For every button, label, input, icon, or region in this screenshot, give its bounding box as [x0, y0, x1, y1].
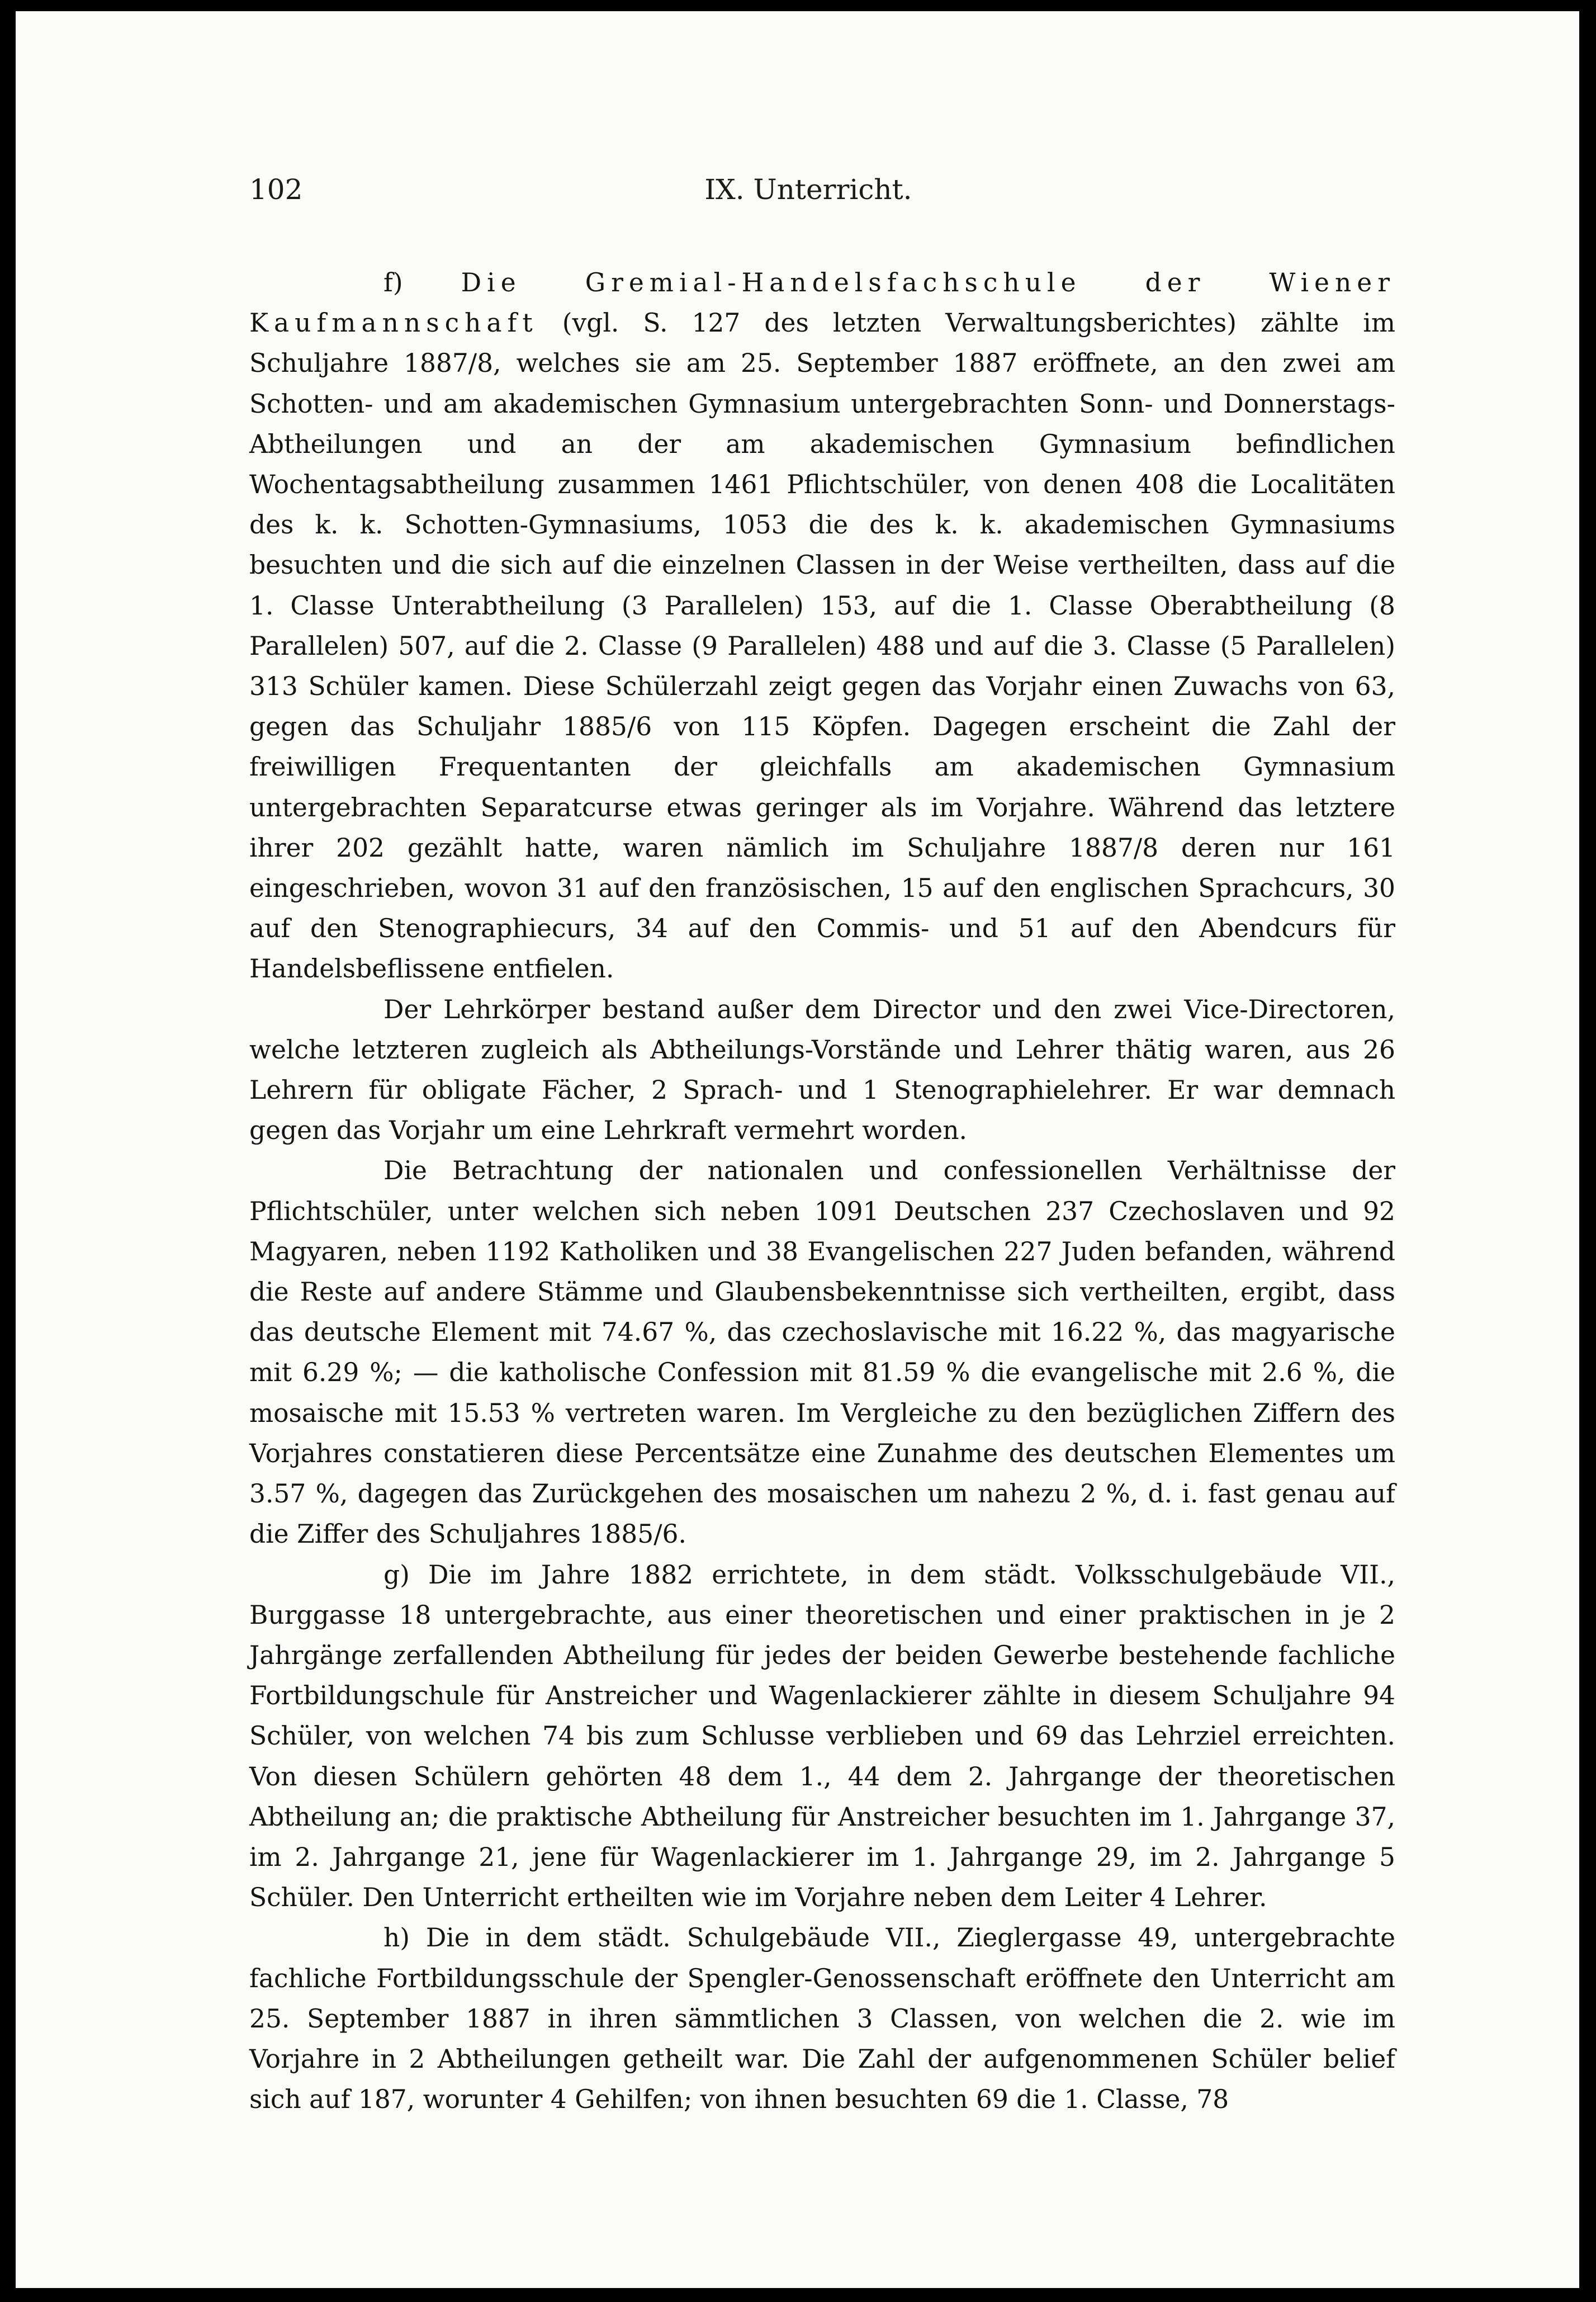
page-number: 102 [249, 173, 303, 206]
paragraph-text: Die in dem städt. Schulgebäude VII., Zieglergasse 49, untergebrachte fachliche Fortbildungsschule der Spengler-Genossenschaft eröffnete den Unterricht am 25. September 1887 in ihren sämmtlichen 3 Classen, von welchen die 2. wie im Vorjahre in 2 Abtheilungen getheilt war. Die Zahl der aufgenommenen Schüler belief sich auf 187, worunter 4 Gehilfen; von ihnen besuchten 69 die 1. Classe, 78 [249, 1923, 1396, 2115]
school-name-spaced: Die Gremial-Handelsfachschule der Wiener Kaufmannschaft [249, 268, 1395, 338]
body-text [249, 263, 1395, 2120]
paragraph-f [249, 263, 1395, 990]
paragraph-lehrkoerper [249, 990, 1395, 1151]
page-header [249, 173, 1367, 224]
paragraph-g [249, 1555, 1395, 1918]
paragraph-h [249, 1918, 1395, 2120]
paragraph-text: (vgl. S. 127 des letzten Verwaltungsberichtes) zählte im Schuljahre 1887/8, welches sie am 25. September 1887 eröffnete, an den zwei am Schotten- und am akademischen Gymnasium untergebrachten Sonn- und Donnerstags-Abtheilungen und an der am akademischen Gymnasium befindlichen Wochentagsabtheilung zusammen 1461 Pflichtschüler, von denen 408 die Localitäten des k. k. Schotten-Gymnasiums, 1053 die des k. k. akademischen Gymnasiums besuchten und die sich auf die einzelnen Classen in der Weise vertheilten, dass auf die 1. Classe Unterabtheilung (3 Parallelen) 153, auf die 1. Classe Oberabtheilung (8 Parallelen) 507, auf die 2. Classe (9 Parallelen) 488 und auf die 3. Classe (5 Parallelen) 313 Schüler kamen. Diese Schülerzahl zeigt gegen das Vorjahr einen Zuwachs von 63, gegen das Schuljahr 1885/6 von 115 Köpfen. Dagegen erscheint die Zahl der freiwilligen Frequentanten der gleichfalls am akademischen Gymnasium untergebrachten Separatcurse etwas geringer als im Vorjahre. Während das letztere ihrer 202 gezählt hatte, waren nämlich im Schuljahre 1887/8 deren nur 161 eingeschrieben, wovon 31 auf den französischen, 15 auf den englischen Sprachcurs, 30 auf den Stenographiecurs, 34 auf den Commis- und 51 auf den Abendcurs für Handelsbeflissene entfielen. [249, 308, 1395, 984]
paragraph-label: f) [383, 268, 403, 297]
paragraph-text: Die Betrachtung der nationalen und confessionellen Verhältnisse der Pflichtschüler, unter welchen sich neben 1091 Deutschen 237 Czechoslaven und 92 Magyaren, neben 1192 Katholiken und 38 Evangelischen 227 Juden befanden, während die Reste auf andere Stämme und Glaubensbekenntnisse sich vertheilten, ergibt, dass das deutsche Element mit 74.67 %, das czechoslavische mit 16.22 %, das magyarische mit 6.29 %; — die katholische Confession mit 81.59 % die evangelische mit 2.6 %, die mosaische mit 15.53 % vertreten waren. Im Vergleiche zu den bezüglichen Ziffern des Vorjahres constatieren diese Percentsätze eine Zunahme des deutschen Elementes um 3.57 %, dagegen das Zurückgehen des mosaischen um nahezu 2 %, d. i. fast genau auf die Ziffer des Schuljahres 1885/6. [249, 1156, 1395, 1549]
running-head: IX. Unterricht. [704, 173, 912, 206]
paragraph-text: Der Lehrkörper bestand außer dem Director und den zwei Vice-Directoren, welche letzteren zugleich als Abtheilungs-Vorstände und Lehrer thätig waren, aus 26 Lehrern für obligate Fächer, 2 Sprach- und 1 Stenographielehrer. Er war demnach gegen das Vorjahr um eine Lehrkraft vermehrt worden. [249, 994, 1395, 1146]
paragraph-betrachtung [249, 1151, 1395, 1554]
paragraph-text: Die im Jahre 1882 errichtete, in dem städt. Volksschulgebäude VII., Burggasse 18 untergebrachte, aus einer theoretischen und einer praktischen in je 2 Jahrgänge zerfallenden Abtheilung für jedes der beiden Gewerbe bestehende fachliche Fortbildungschule für Anstreicher und Wagenlackierer zählte in diesem Schuljahre 94 Schüler, von welchen 74 bis zum Schlusse verblieben und 69 das Lehrziel erreichten. Von diesen Schülern gehörten 48 dem 1., 44 dem 2. Jahrgange der theoretischen Abtheilung an; die praktische Abtheilung für Anstreicher besuchten im 1. Jahrgange 37, im 2. Jahrgange 21, jene für Wagenlackierer im 1. Jahrgange 29, im 2. Jahrgange 5 Schüler. Den Unterricht ertheilten wie im Vorjahre neben dem Leiter 4 Lehrer. [249, 1559, 1395, 1913]
paragraph-label: h) [383, 1923, 410, 1953]
paragraph-label: g) [383, 1559, 410, 1590]
scanned-page [16, 11, 1579, 2288]
